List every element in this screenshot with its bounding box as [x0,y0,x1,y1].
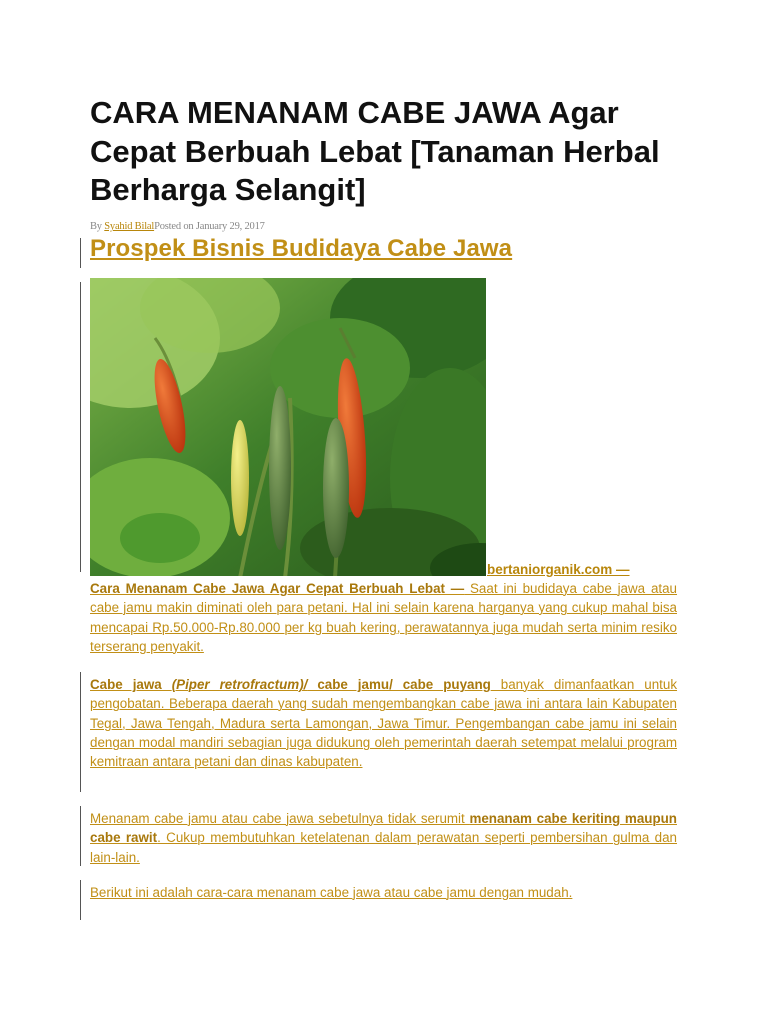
menanam-cabe-link[interactable]: menanam cabe keriting maupun cabe rawit [90,811,677,846]
menanam-text-2: . Cukup membutuhkan ketelatenan dalam perawatan seperti pembersihan gulma dan lain-lain. [90,830,677,865]
quote-bar [80,238,81,268]
paragraph-cabe-jawa [90,675,677,771]
cabe-jawa-bold: Cabe jawa [90,677,172,692]
paragraph-berikut: Berikut ini adalah cara-cara menanam cabe jawa atau cabe jamu dengan mudah. [90,885,573,900]
quote-bar [80,806,81,866]
cabe-jawa-text: banyak dimanfaatkan untuk pengobatan. Beberapa daerah yang sudah mengembangkan cabe jawa ini antara lain Kabupaten Tegal, Jawa Tengah, Madura serta Lamongan, Jawa Timur. Pengembangan cabe jamu ini selain dengan modal mandiri sebagian juga didukung oleh pemerintah daerah setempat melalui program kemitraan antara petani dan dinas kabupaten. [90,677,678,770]
section-heading-link[interactable]: Prospek Bisnis Budidaya Cabe Jawa [90,235,513,262]
intro-text: Saat ini budidaya cabe jawa atau cabe jamu makin diminati oleh para petani. Hal ini selain karena harganya yang cukup mahal bisa mencapai Rp.50.000-Rp.80.000 per kg buah kering, perawatannya juga mudah serta minim resiko terserang penyakit. [90,581,678,654]
quote-bar [80,880,81,920]
quote-bar [80,672,81,792]
alt-names: cabe jamu/ cabe puyang [307,677,491,692]
byline-prefix: By [90,221,105,232]
source-site-link[interactable]: bertaniorganik.com — [487,562,630,577]
article-title: CARA MENANAM CABE JAWA Agar Cepat Berbuah Lebat [Tanaman Herbal Berharga Selangit] [90,95,660,207]
paragraph-menanam [90,809,677,867]
cabe-jawa-photo [90,278,486,576]
intro-lead[interactable]: Cara Menanam Cabe Jawa Agar Cepat Berbuah Lebat — [90,581,465,596]
menanam-text-1: Menanam cabe jamu atau cabe jawa sebetulnya tidak serumit [90,811,470,826]
byline [90,221,265,232]
author-link[interactable]: Syahid Bilal [104,221,155,232]
quote-bar [80,282,81,572]
latin-name: (Piper retrofractum)/ [171,677,308,692]
posted-date: Posted on January 29, 2017 [154,221,265,232]
paragraph-intro [90,579,677,656]
